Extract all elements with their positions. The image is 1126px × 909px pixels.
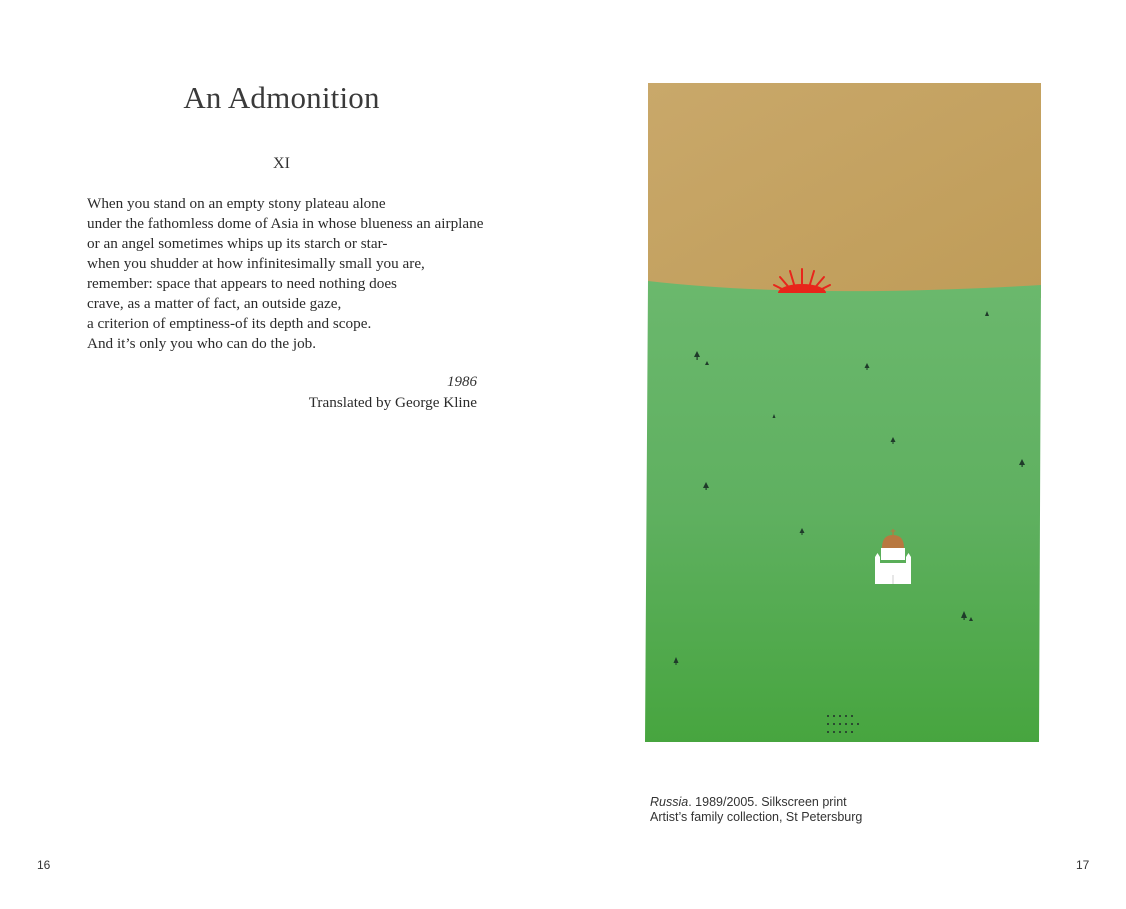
caption-line-1 <box>650 795 1030 810</box>
artwork-caption <box>650 795 1030 825</box>
right-page <box>563 0 1126 909</box>
page-number-right: 17 <box>1076 858 1090 872</box>
poem-line: remember: space that appears to need nothing does <box>87 275 397 292</box>
caption-line-2: Artist’s family collection, St Petersburg <box>650 810 863 824</box>
poem-title: An Admonition <box>183 80 380 115</box>
section-numeral: XI <box>273 155 290 172</box>
translator-credit: Translated by George Kline <box>308 394 477 411</box>
poem-body <box>87 194 487 354</box>
poem-year: 1986 <box>447 374 477 390</box>
poem-line: or an angel sometimes whips up its starch or star- <box>87 235 388 252</box>
poem-line: crave, as a matter of fact, an outside gaze, <box>87 295 342 312</box>
poem-line: when you shudder at how infinitesimally small you are, <box>87 255 425 272</box>
field-area <box>645 281 1041 742</box>
caption-artwork-details: . 1989/2005. Silkscreen print <box>688 795 847 809</box>
sky-area <box>648 83 1041 298</box>
poem-line: a criterion of emptiness-of its depth and scope. <box>87 315 372 332</box>
poem-line: When you stand on an empty stony plateau alone <box>87 195 386 212</box>
poem-line: under the fathomless dome of Asia in whose blueness an airplane <box>87 215 484 232</box>
artwork-russia-silkscreen <box>645 83 1041 742</box>
caption-artwork-title: Russia <box>650 795 689 809</box>
poem-line: And it’s only you who can do the job. <box>87 335 317 352</box>
page-number-left: 16 <box>37 858 51 872</box>
